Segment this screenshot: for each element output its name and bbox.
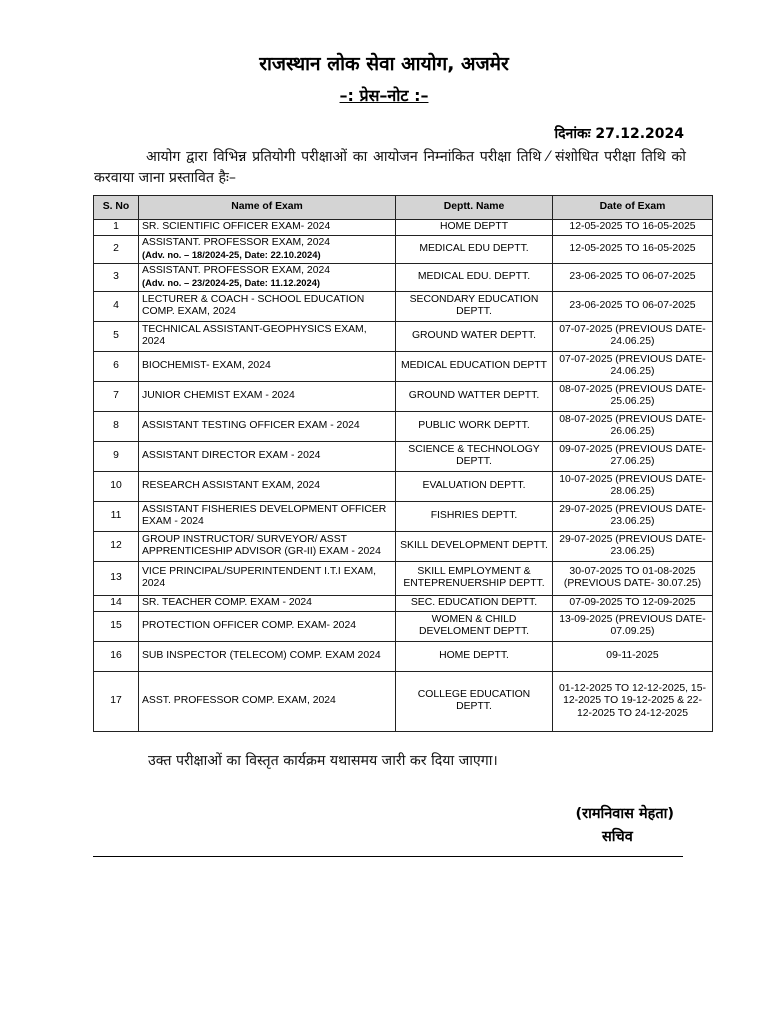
cell-exam-name bbox=[139, 411, 396, 441]
cell-exam-name bbox=[139, 263, 396, 291]
cell-exam-date: 09-07-2025 (PREVIOUS DATE- 27.06.25) bbox=[553, 441, 713, 471]
date-label: दिनांकः bbox=[554, 126, 591, 142]
exam-name-text: ASSISTANT. PROFESSOR EXAM, 2024 bbox=[142, 236, 331, 248]
cell-exam-date: 10-07-2025 (PREVIOUS DATE- 28.06.25) bbox=[553, 471, 713, 501]
exam-name-text: SUB INSPECTOR (TELECOM) COMP. EXAM 2024 bbox=[142, 650, 381, 662]
exam-name-text: LECTURER & COACH - SCHOOL EDUCATION COMP. EXAM, 2024 bbox=[142, 293, 365, 318]
table-row bbox=[94, 641, 713, 671]
cell-dept-name: SKILL DEVELOPMENT DEPTT. bbox=[396, 531, 553, 561]
cell-sno: 8 bbox=[94, 411, 139, 441]
cell-dept-name: SECONDARY EDUCATION DEPTT. bbox=[396, 291, 553, 321]
cell-exam-date: 08-07-2025 (PREVIOUS DATE- 26.06.25) bbox=[553, 411, 713, 441]
cell-dept-name: MEDICAL EDU DEPTT. bbox=[396, 235, 553, 263]
exam-name-text: RESEARCH ASSISTANT EXAM, 2024 bbox=[142, 480, 321, 492]
cell-exam-name bbox=[139, 381, 396, 411]
cell-sno: 17 bbox=[94, 671, 139, 731]
table-body bbox=[94, 220, 713, 732]
cell-sno: 15 bbox=[94, 611, 139, 641]
table-row bbox=[94, 381, 713, 411]
bottom-rule bbox=[93, 856, 683, 857]
table-row bbox=[94, 471, 713, 501]
cell-sno: 2 bbox=[94, 235, 139, 263]
cell-exam-name bbox=[139, 531, 396, 561]
cell-exam-name bbox=[139, 471, 396, 501]
cell-sno: 13 bbox=[94, 561, 139, 595]
cell-exam-name bbox=[139, 351, 396, 381]
cell-exam-date: 08-07-2025 (PREVIOUS DATE- 25.06.25) bbox=[553, 381, 713, 411]
cell-exam-name bbox=[139, 611, 396, 641]
cell-exam-date: 07-07-2025 (PREVIOUS DATE- 24.06.25) bbox=[553, 351, 713, 381]
exam-name-text: ASSISTANT DIRECTOR EXAM - 2024 bbox=[142, 450, 321, 462]
page-title: राजस्थान लोक सेवा आयोग, अजमेर bbox=[259, 53, 509, 75]
cell-dept-name: SEC. EDUCATION DEPTT. bbox=[396, 595, 553, 611]
exam-name-text: PROTECTION OFFICER COMP. EXAM- 2024 bbox=[142, 620, 357, 632]
cell-exam-name bbox=[139, 321, 396, 351]
cell-exam-date: 12-05-2025 TO 16-05-2025 bbox=[553, 220, 713, 236]
cell-exam-date: 12-05-2025 TO 16-05-2025 bbox=[553, 235, 713, 263]
cell-dept-name: HOME DEPTT. bbox=[396, 641, 553, 671]
cell-exam-date: 07-09-2025 TO 12-09-2025 bbox=[553, 595, 713, 611]
table-row bbox=[94, 501, 713, 531]
cell-dept-name: FISHRIES DEPTT. bbox=[396, 501, 553, 531]
table-row bbox=[94, 321, 713, 351]
signatory-designation: सचिव bbox=[602, 829, 633, 845]
table-row bbox=[94, 595, 713, 611]
table-row bbox=[94, 351, 713, 381]
cell-dept-name: MEDICAL EDUCATION DEPTT bbox=[396, 351, 553, 381]
cell-exam-name bbox=[139, 595, 396, 611]
header-sno: S. No bbox=[94, 196, 139, 220]
cell-dept-name: SKILL EMPLOYMENT & ENTEPRENUERSHIP DEPTT. bbox=[396, 561, 553, 595]
cell-exam-name bbox=[139, 501, 396, 531]
cell-exam-date: 09-11-2025 bbox=[553, 641, 713, 671]
exam-name-text: JUNIOR CHEMIST EXAM - 2024 bbox=[142, 390, 295, 402]
cell-dept-name: GROUND WATER DEPTT. bbox=[396, 321, 553, 351]
header-dept-name: Deptt. Name bbox=[396, 196, 553, 220]
table-row bbox=[94, 671, 713, 731]
cell-exam-name bbox=[139, 235, 396, 263]
exam-name-text: ASSISTANT FISHERIES DEVELOPMENT OFFICER EXAM - 2024 bbox=[142, 503, 387, 528]
cell-sno: 9 bbox=[94, 441, 139, 471]
dateline bbox=[555, 124, 685, 143]
table-row bbox=[94, 235, 713, 263]
exam-name-text: TECHNICAL ASSISTANT-GEOPHYSICS EXAM, 2024 bbox=[142, 323, 367, 348]
table-row bbox=[94, 411, 713, 441]
cell-dept-name: GROUND WATTER DEPTT. bbox=[396, 381, 553, 411]
cell-exam-date: 01-12-2025 TO 12-12-2025, 15-12-2025 TO 19-12-2025 & 22-12-2025 TO 24-12-2025 bbox=[553, 671, 713, 731]
header-exam-name: Name of Exam bbox=[139, 196, 396, 220]
cell-sno: 6 bbox=[94, 351, 139, 381]
cell-dept-name: WOMEN & CHILD DEVELOMENT DEPTT. bbox=[396, 611, 553, 641]
cell-exam-name bbox=[139, 671, 396, 731]
advertisement-number: (Adv. no. – 23/2024-25, Date: 11.12.2024) bbox=[142, 277, 321, 289]
cell-sno: 14 bbox=[94, 595, 139, 611]
cell-sno: 5 bbox=[94, 321, 139, 351]
exam-name-text: ASST. PROFESSOR COMP. EXAM, 2024 bbox=[142, 695, 336, 707]
cell-exam-name bbox=[139, 441, 396, 471]
table-row bbox=[94, 441, 713, 471]
cell-sno: 1 bbox=[94, 220, 139, 236]
footer-note: उक्त परीक्षाओं का विस्तृत कार्यक्रम यथासमय जारी कर दिया जाएगा। bbox=[148, 753, 498, 769]
intro-paragraph: आयोग द्वारा विभिन्न प्रतियोगी परीक्षाओं का आयोजन निम्नांकित परीक्षा तिथि ⁄ संशोधित परीक्षा तिथि को करवाया जाना प्रस्तावित हैः– bbox=[94, 149, 686, 186]
cell-exam-date: 29-07-2025 (PREVIOUS DATE- 23.06.25) bbox=[553, 531, 713, 561]
cell-exam-name bbox=[139, 561, 396, 595]
exam-name-text: GROUP INSTRUCTOR/ SURVEYOR/ ASST APPRENTICESHIP ADVISOR (GR-II) EXAM - 2024 bbox=[142, 533, 381, 558]
exam-name-text: BIOCHEMIST- EXAM, 2024 bbox=[142, 360, 271, 372]
cell-exam-name bbox=[139, 641, 396, 671]
exam-schedule-table bbox=[93, 195, 713, 732]
cell-exam-name bbox=[139, 220, 396, 236]
cell-sno: 3 bbox=[94, 263, 139, 291]
cell-exam-name bbox=[139, 291, 396, 321]
cell-dept-name: COLLEGE EDUCATION DEPTT. bbox=[396, 671, 553, 731]
cell-sno: 10 bbox=[94, 471, 139, 501]
table-row bbox=[94, 611, 713, 641]
advertisement-number: (Adv. no. – 18/2024-25, Date: 22.10.2024) bbox=[142, 249, 321, 261]
exam-name-text: SR. SCIENTIFIC OFFICER EXAM- 2024 bbox=[142, 221, 331, 232]
cell-sno: 11 bbox=[94, 501, 139, 531]
exam-name-text: ASSISTANT. PROFESSOR EXAM, 2024 bbox=[142, 264, 331, 276]
cell-dept-name: SCIENCE & TECHNOLOGY DEPTT. bbox=[396, 441, 553, 471]
exam-name-text: SR. TEACHER COMP. EXAM - 2024 bbox=[142, 597, 312, 609]
table-row bbox=[94, 531, 713, 561]
header-exam-date: Date of Exam bbox=[553, 196, 713, 220]
press-note-heading: –: प्रेस–नोट :– bbox=[339, 86, 429, 105]
cell-sno: 7 bbox=[94, 381, 139, 411]
cell-exam-date: 13-09-2025 (PREVIOUS DATE- 07.09.25) bbox=[553, 611, 713, 641]
table-row bbox=[94, 263, 713, 291]
cell-exam-date: 30-07-2025 TO 01-08-2025 (PREVIOUS DATE- 30.07.25) bbox=[553, 561, 713, 595]
table-row bbox=[94, 561, 713, 595]
cell-dept-name: HOME DEPTT bbox=[396, 220, 553, 236]
table-header-row bbox=[94, 196, 713, 220]
cell-dept-name: EVALUATION DEPTT. bbox=[396, 471, 553, 501]
cell-exam-date: 07-07-2025 (PREVIOUS DATE- 24.06.25) bbox=[553, 321, 713, 351]
table-row bbox=[94, 220, 713, 236]
exam-name-text: VICE PRINCIPAL/SUPERINTENDENT I.T.I EXAM, 2024 bbox=[142, 565, 377, 590]
cell-sno: 12 bbox=[94, 531, 139, 561]
cell-exam-date: 23-06-2025 TO 06-07-2025 bbox=[553, 291, 713, 321]
date-value: 27.12.2024 bbox=[595, 126, 684, 142]
cell-exam-date: 29-07-2025 (PREVIOUS DATE- 23.06.25) bbox=[553, 501, 713, 531]
cell-dept-name: MEDICAL EDU. DEPTT. bbox=[396, 263, 553, 291]
cell-sno: 16 bbox=[94, 641, 139, 671]
table-row bbox=[94, 291, 713, 321]
cell-exam-date: 23-06-2025 TO 06-07-2025 bbox=[553, 263, 713, 291]
cell-sno: 4 bbox=[94, 291, 139, 321]
cell-dept-name: PUBLIC WORK DEPTT. bbox=[396, 411, 553, 441]
exam-name-text: ASSISTANT TESTING OFFICER EXAM - 2024 bbox=[142, 420, 360, 432]
signatory-name: (रामनिवास मेहता) bbox=[575, 806, 674, 822]
